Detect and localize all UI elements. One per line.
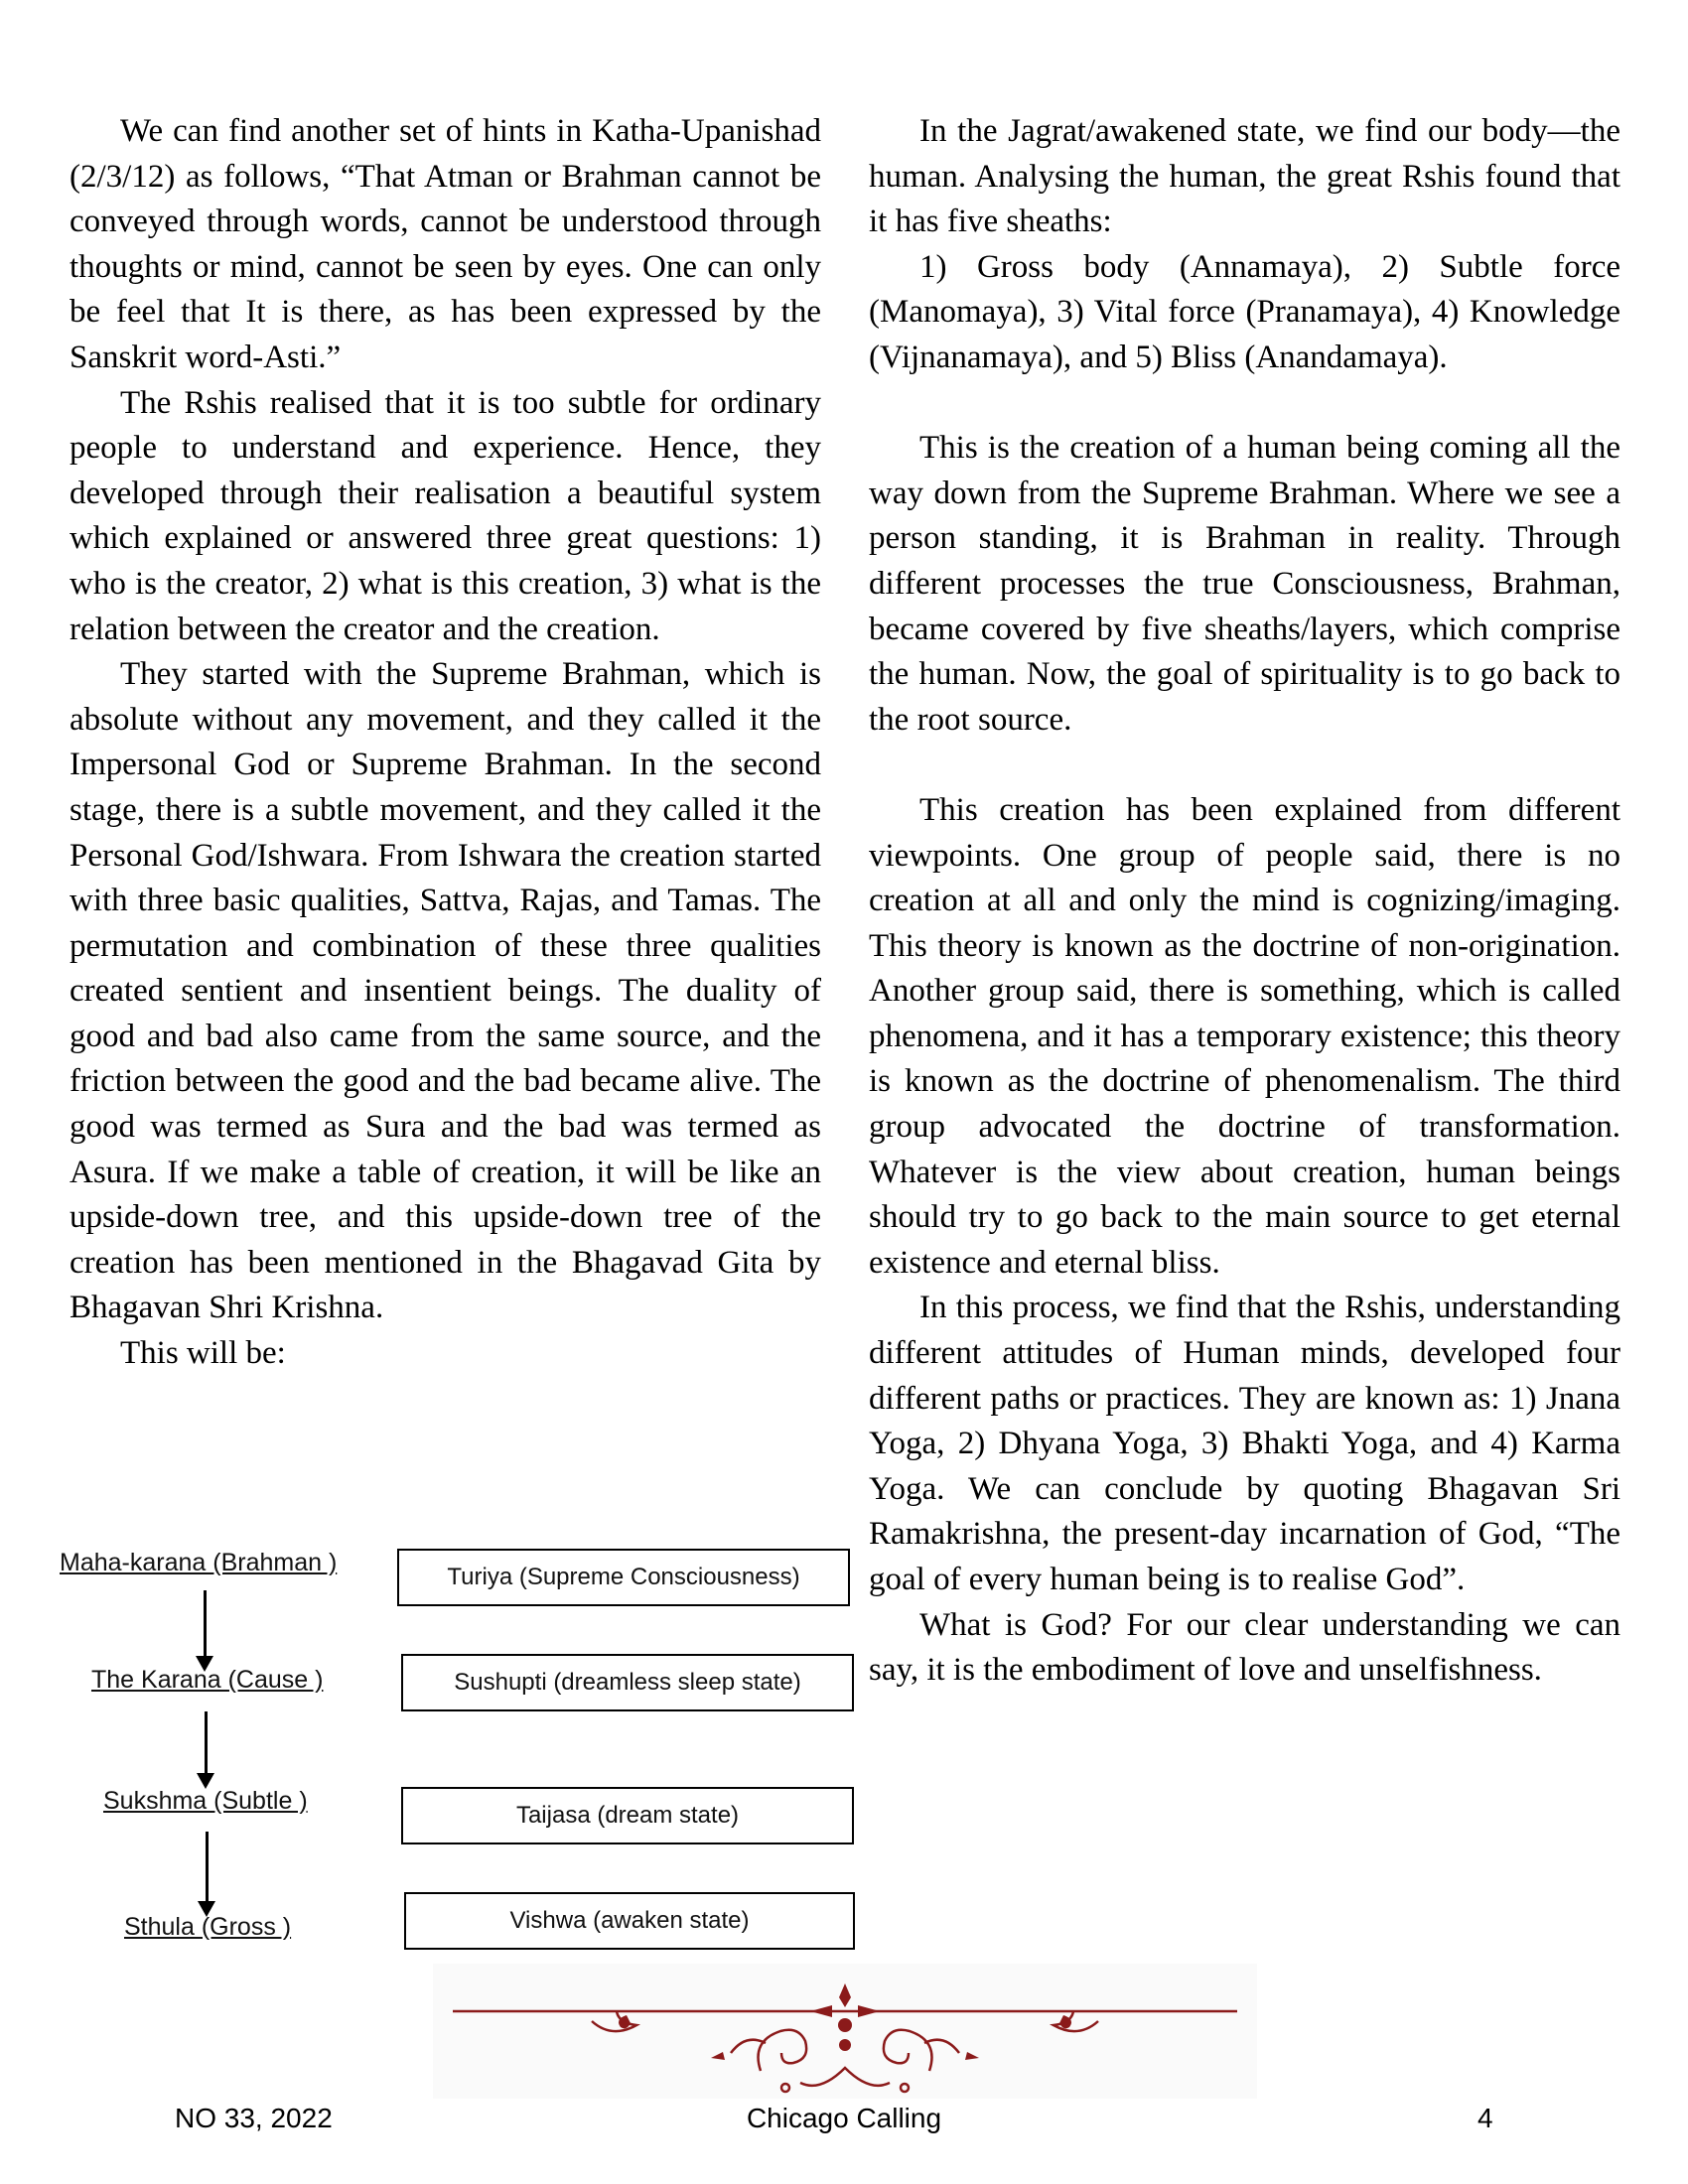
decorative-divider — [433, 1964, 1257, 2099]
diagram-intro: This will be: — [120, 1335, 286, 1372]
down-arrow-icon — [204, 1590, 207, 1658]
paragraph: What is God? For our clear understanding we can say, it is the embodiment of love and unselfishness. — [869, 1606, 1620, 1689]
paragraph: This creation has been explained from different viewpoints. One group of people said, there is no creation at all and only the mind is cognizing/imaging. This theory is known as the doctrine of non-origination. Another group said, there is something, which is called phenomena, and it has a temporary existence; this theory is known as the doctrine of phenomenalism. The third group advocated the doctrine of transformation. Whatever is the view about creation, human beings should try to go back to the main source to get eternal existence and eternal bliss. — [869, 791, 1620, 1281]
paragraph: We can find another set of hints in Katha-Upanishad (2/3/12) as follows, “That Atman or Brahman cannot be conveyed through words, cannot be understood through thoughts or mind, cannot be seen by eyes. One can only be feel that It is there, as has been expressed by the Sanskrit word-Asti.” — [70, 113, 821, 375]
footer-title: Chicago Calling — [746, 2103, 942, 2133]
creation-diagram — [0, 1549, 894, 1966]
stage-label: Sthula (Gross ) — [124, 1913, 292, 1941]
paragraph: This is the creation of a human being coming all the way down from the Supreme Brahman. Where we see a person standing, it is Brahman in reality. Through different processes the true Consciousness, Brahman, became covered by five sheaths/layers, which comprise the human. Now, the goal of spirituality is to go back to the root source. — [869, 430, 1620, 738]
state-box: Vishwa (awaken state) — [404, 1892, 855, 1950]
sheaths-list: 1) Gross body (Annamaya), 2) Subtle force (Manomaya), 3) Vital force (Pranamaya), 4) Knowledge (Vijnanamaya), and 5) Bliss (Anandamaya). — [869, 248, 1620, 375]
footer-issue: NO 33, 2022 — [175, 2103, 333, 2133]
state-box: Taijasa (dream state) — [401, 1787, 854, 1844]
paragraph: The Rshis realised that it is too subtle for ordinary people to understand and experience. Hence, they developed through their realisation a beautiful system which explained or answered three great questions: 1) who is the creator, 2) what is this creation, 3) what is the relation between the creator and the creation. — [70, 384, 821, 647]
state-box: Turiya (Supreme Consciousness) — [397, 1549, 850, 1606]
page-number: 4 — [1477, 2103, 1493, 2133]
down-arrow-icon — [205, 1711, 208, 1775]
paragraph: They started with the Supreme Brahman, which is absolute without any movement, and they called it the Impersonal God or Supreme Brahman. In the second stage, there is a subtle movement, and they called it the Personal God/Ishwara. From Ishwara the creation started with three basic qualities, Sattva, Rajas, and Tamas. The permutation and combination of these three qualities created sentient and insentient beings. The duality of good and bad also came from the same source, and the friction between the good and the bad became alive. The good was termed as Sura and the bad was termed as Asura. If we make a table of creation, it will be like an upside-down tree, and this upside-down tree of the creation has been mentioned in the Bhagavad Gita by Bhagavan Shri Krishna. — [70, 656, 821, 1326]
paragraph: In this process, we find that the Rshis, understanding different attitudes of Human minds, developed four different paths or practices. They are known as: 1) Jnana Yoga, 2) Dhyana Yoga, 3) Bhakti Yoga, and 4) Karma Yoga. We can conclude by quoting Bhagavan Sri Ramakrishna, the present-day incarnation of God, “The goal of every human being is to realise God”. — [869, 1290, 1620, 1597]
down-arrow-icon — [206, 1832, 209, 1903]
stage-label: The Karana (Cause ) — [91, 1666, 324, 1694]
right-column — [869, 109, 1620, 1694]
paragraph: In the Jagrat/awakened state, we find our body—the human. Analysing the human, the great Rshis found that it has five sheaths: — [869, 113, 1620, 240]
flourish-icon — [433, 1964, 1257, 2099]
stage-label: Maha-karana (Brahman ) — [60, 1549, 338, 1576]
left-column — [70, 109, 821, 1377]
stage-label: Sukshma (Subtle ) — [103, 1787, 308, 1815]
state-box: Sushupti (dreamless sleep state) — [401, 1654, 854, 1711]
